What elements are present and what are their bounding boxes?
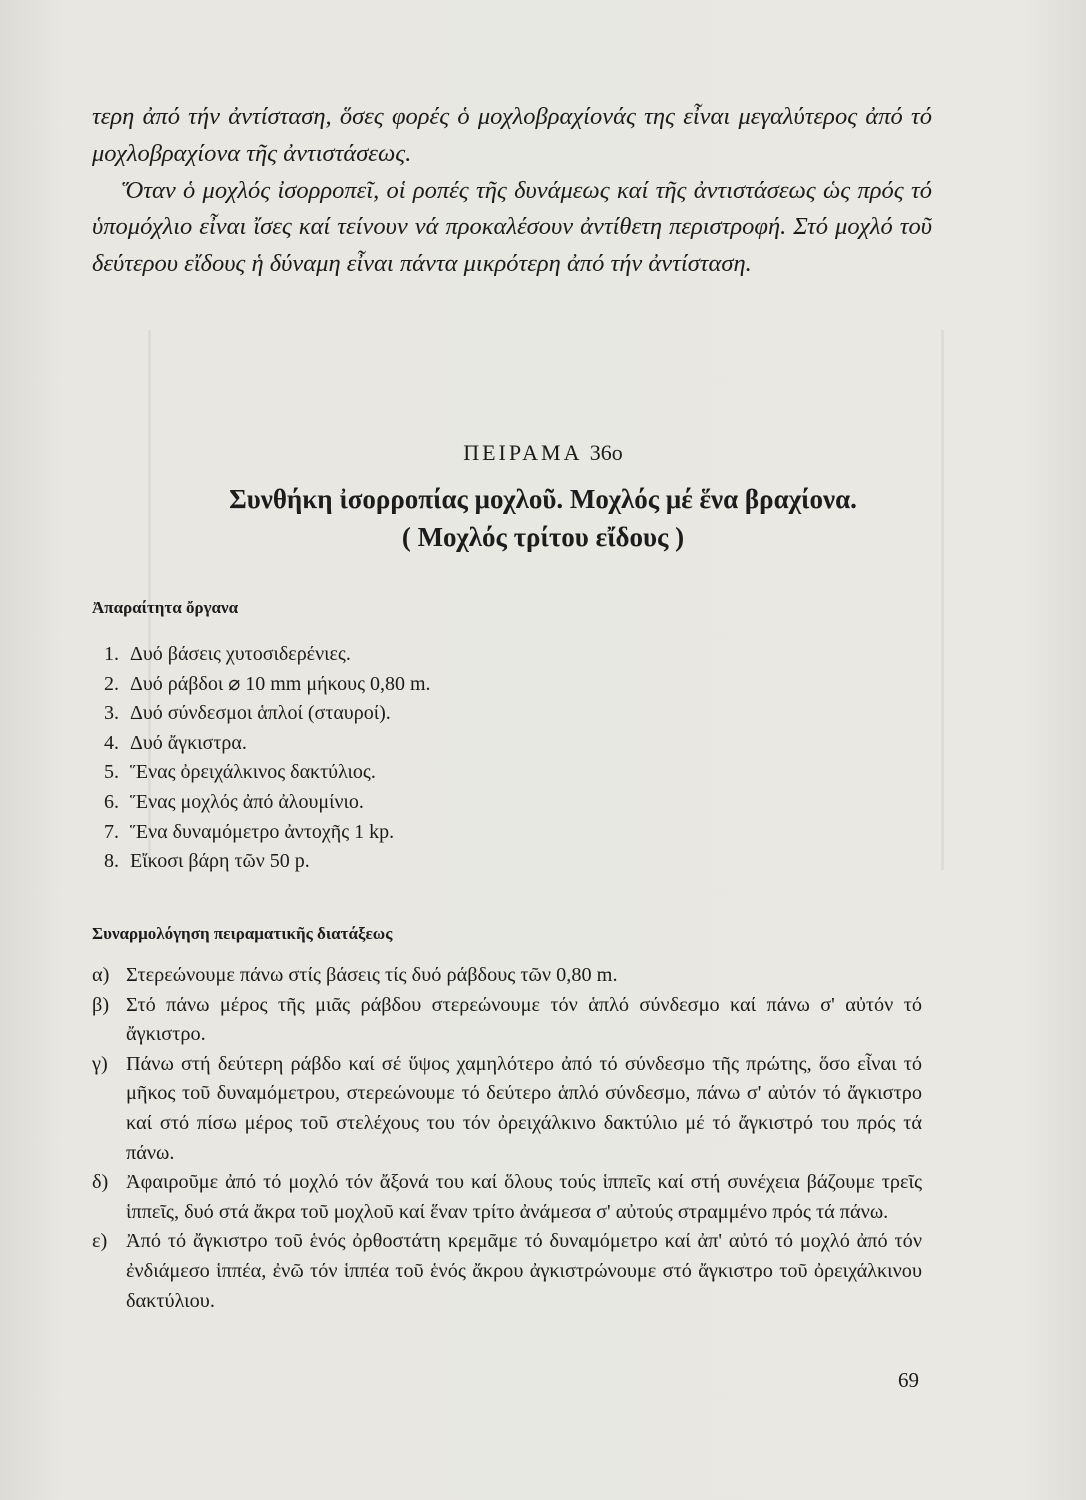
tools-heading: Ἀπαραίτητα ὄργανα	[92, 598, 239, 617]
list-item: δ) Ἀφαιροῦμε ἀπό τό μοχλό τόν ἄξονά του καί ὅλους τούς ἱππεῖς καί στή συνέχεια βάζουμε τρεῖς ἱππεῖς, δυό στά ἄκρα τοῦ μοχλοῦ καί ἕναν τρίτο ἀνάμεσα σ' αὐτούς στραμμένο πρός τά πάνω.	[92, 1171, 922, 1223]
list-item: 8. Εἴκοσι βάρη τῶν 50 p.	[104, 850, 310, 873]
list-item: 1. Δυό βάσεις χυτοσιδερένιες.	[104, 643, 351, 665]
list-item: 7. Ἕνα δυναμόμετρο ἀντοχῆς 1 kp.	[104, 820, 395, 843]
list-item: ε) Ἀπό τό ἄγκιστρο τοῦ ἑνός ὀρθοστάτη κρεμᾶμε τό δυναμόμετρο καί ἀπ' αὐτό τό μοχλό ἀπό τόν ἐνδιάμεσο ἱππέα, ἐνῶ τόν ἱππέα τοῦ ἑνός ἄκρου ἀγκιστρώνουμε στό ἄγκιστρο τοῦ ὀρειχάλκινου δακτύλιου.	[92, 1230, 922, 1312]
list-item: γ) Πάνω στή δεύτερη ράβδο καί σέ ὕψος χαμηλότερο ἀπό τό σύνδεσμο τῆς πρώτης, ὅσο εἶναι τό μῆκος τοῦ δυναμόμετρου, στερεώνουμε τό δεύτερο ἁπλό σύνδεσμο, πάνω σ' αὐτόν τό ἄγκιστρο καί στό πίσω μέρος τοῦ στελέχους του τόν ὀρειχάλκινο δακτύλιο μέ τό ἄγκιστρό του πρός τά πάνω.	[92, 1052, 922, 1164]
list-item: 3. Δυό σύνδεσμοι ἁπλοί (σταυροί).	[104, 702, 391, 725]
intro-paragraph: Ὅταν ὁ μοχλός ἰσορροπεῖ, οἱ ροπές τῆς δυνάμεως καί τῆς ἀντιστάσεως ὡς πρός τό ὑπομόχλιο εἶναι ἴσες καί τείνουν νά προκαλέσουν ἀντίθετη περιστροφή. Στό μοχλό τοῦ δεύτερου εἴδους ἡ δύναμη εἶναι πάντα μικρότερη ἀπό τήν ἀντίσταση.	[92, 176, 932, 278]
tools-list	[104, 640, 431, 877]
list-item: 6. Ἕνας μοχλός ἀπό ἀλουμίνιο.	[104, 790, 364, 813]
page-number: 69	[898, 1368, 919, 1392]
list-item: 2. Δυό ράβδοι ⌀ 10 mm μήκους 0,80 m.	[104, 672, 431, 695]
list-item: 4. Δυό ἄγκιστρα.	[104, 731, 247, 754]
experiment-title: Συνθήκη ἰσορροπίας μοχλοῦ. Μοχλός μέ ἕνα βραχίονα.	[229, 484, 857, 514]
list-item: α) Στερεώνουμε πάνω στίς βάσεις τίς δυό ράβδους τῶν 0,80 m.	[92, 964, 618, 986]
intro-paragraph: τερη ἀπό τήν ἀντίσταση, ὅσες φορές ὁ μοχλοβραχίονάς της εἶναι μεγαλύτερος ἀπό τό μοχλοβραχίονα τῆς ἀντιστάσεως.	[92, 103, 932, 167]
experiment-subtitle: ( Μοχλός τρίτου εἴδους )	[401, 522, 685, 552]
assembly-heading: Συναρμολόγηση πειραματικῆς διατάξεως	[92, 924, 393, 943]
experiment-number: 36ο	[589, 440, 623, 465]
intro-text	[92, 99, 932, 283]
experiment-word: ΠΕΙΡΑΜΑ	[463, 440, 582, 465]
experiment-label	[0, 440, 1086, 466]
list-item: β) Στό πάνω μέρος τῆς μιᾶς ράβδου στερεώνουμε τόν ἁπλό σύνδεσμο καί πάνω σ' αὐτόν τό ἄγκιστρο.	[92, 993, 922, 1046]
experiment-heading	[0, 480, 1086, 556]
assembly-steps	[92, 961, 922, 1316]
list-item: 5. Ἕνας ὀρειχάλκινος δακτύλιος.	[104, 761, 376, 784]
